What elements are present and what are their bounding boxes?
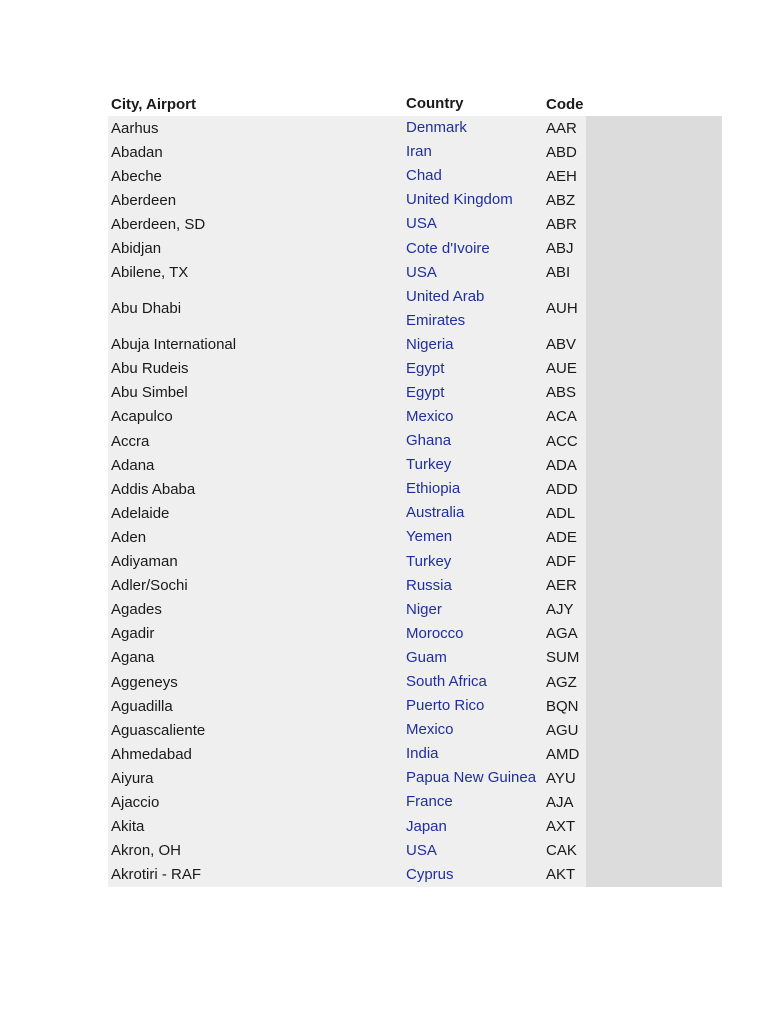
table-row [108, 598, 722, 622]
table-row [108, 742, 722, 766]
header-code: Code [546, 95, 584, 113]
city-cell: Abilene, TX [108, 261, 403, 285]
table-row [108, 790, 722, 814]
extra-cell [586, 188, 722, 212]
code-cell: AMD [543, 742, 586, 766]
country-cell[interactable]: South Africa [403, 670, 543, 694]
country-cell[interactable]: United Arab Emirates [403, 285, 543, 333]
extra-cell [586, 116, 722, 140]
extra-cell [586, 790, 722, 814]
extra-cell [586, 525, 722, 549]
code-cell: AGZ [543, 670, 586, 694]
table-row [108, 622, 722, 646]
city-cell: Abu Dhabi [108, 285, 403, 333]
country-cell[interactable]: United Kingdom [403, 188, 543, 212]
country-cell[interactable]: Iran [403, 140, 543, 164]
city-cell: Akita [108, 815, 403, 839]
table-row [108, 212, 722, 236]
extra-cell [586, 839, 722, 863]
extra-cell [586, 212, 722, 236]
country-cell[interactable]: Mexico [403, 718, 543, 742]
city-cell: Akrotiri - RAF [108, 863, 403, 887]
code-cell: AJY [543, 598, 586, 622]
country-cell[interactable]: Australia [403, 501, 543, 525]
code-cell: ADF [543, 550, 586, 574]
city-cell: Abidjan [108, 236, 403, 260]
table-row [108, 839, 722, 863]
code-cell: ABI [543, 261, 586, 285]
country-cell[interactable]: India [403, 742, 543, 766]
table-row [108, 453, 722, 477]
code-cell: ADD [543, 477, 586, 501]
city-cell: Abuja International [108, 333, 403, 357]
city-cell: Agades [108, 598, 403, 622]
city-cell: Adiyaman [108, 550, 403, 574]
country-cell[interactable]: Yemen [403, 525, 543, 549]
city-cell: Agadir [108, 622, 403, 646]
city-cell: Aguascaliente [108, 718, 403, 742]
extra-cell [586, 357, 722, 381]
country-cell[interactable]: Denmark [403, 116, 543, 140]
extra-cell [586, 742, 722, 766]
extra-cell [586, 815, 722, 839]
city-cell: Ajaccio [108, 790, 403, 814]
code-cell: AYU [543, 766, 586, 790]
country-cell[interactable]: Papua New Guinea [403, 766, 543, 790]
country-cell[interactable]: Puerto Rico [403, 694, 543, 718]
table-row [108, 670, 722, 694]
table-row [108, 140, 722, 164]
airport-table [108, 92, 722, 887]
city-cell: Abu Rudeis [108, 357, 403, 381]
country-cell[interactable]: Niger [403, 598, 543, 622]
city-cell: Addis Ababa [108, 477, 403, 501]
city-cell: Accra [108, 429, 403, 453]
code-cell: AAR [543, 116, 586, 140]
city-cell: Abadan [108, 140, 403, 164]
city-cell: Acapulco [108, 405, 403, 429]
city-cell: Aggeneys [108, 670, 403, 694]
table-row [108, 501, 722, 525]
code-cell: AUE [543, 357, 586, 381]
extra-cell [586, 477, 722, 501]
city-cell: Aberdeen [108, 188, 403, 212]
extra-cell [586, 381, 722, 405]
country-cell[interactable]: USA [403, 839, 543, 863]
city-cell: Adana [108, 453, 403, 477]
extra-cell [586, 574, 722, 598]
code-cell: AGA [543, 622, 586, 646]
code-cell: ACA [543, 405, 586, 429]
table-row [108, 188, 722, 212]
city-cell: Adler/Sochi [108, 574, 403, 598]
city-cell: Aberdeen, SD [108, 212, 403, 236]
table-row [108, 261, 722, 285]
country-cell[interactable]: Egypt [403, 357, 543, 381]
table-row [108, 718, 722, 742]
table-header [108, 92, 722, 116]
code-cell: AXT [543, 815, 586, 839]
code-cell: ABJ [543, 236, 586, 260]
code-cell: SUM [543, 646, 586, 670]
code-cell: ABZ [543, 188, 586, 212]
code-cell: ABS [543, 381, 586, 405]
country-cell[interactable]: Turkey [403, 453, 543, 477]
table-row [108, 357, 722, 381]
country-cell[interactable]: Ghana [403, 429, 543, 453]
table-row [108, 477, 722, 501]
table-row [108, 646, 722, 670]
code-cell: BQN [543, 694, 586, 718]
country-cell[interactable]: Mexico [403, 405, 543, 429]
table-row [108, 525, 722, 549]
table-row [108, 574, 722, 598]
country-cell[interactable]: Japan [403, 815, 543, 839]
code-cell: CAK [543, 839, 586, 863]
extra-cell [586, 670, 722, 694]
table-row [108, 429, 722, 453]
code-cell: AUH [543, 285, 586, 333]
city-cell: Adelaide [108, 501, 403, 525]
code-cell: ADL [543, 501, 586, 525]
extra-cell [586, 646, 722, 670]
extra-cell [586, 863, 722, 887]
code-cell: ADA [543, 453, 586, 477]
table-row [108, 236, 722, 260]
extra-cell [586, 598, 722, 622]
table-row [108, 405, 722, 429]
code-cell: ADE [543, 525, 586, 549]
table-row [108, 116, 722, 140]
country-cell[interactable]: Turkey [403, 550, 543, 574]
country-cell[interactable]: Chad [403, 164, 543, 188]
table-row [108, 550, 722, 574]
city-cell: Aguadilla [108, 694, 403, 718]
extra-cell [586, 694, 722, 718]
table-row [108, 285, 722, 333]
country-cell[interactable]: Guam [403, 646, 543, 670]
code-cell: AEH [543, 164, 586, 188]
code-cell: ACC [543, 429, 586, 453]
header-country: Country [406, 95, 464, 112]
code-cell: ABV [543, 333, 586, 357]
table-row [108, 694, 722, 718]
extra-cell [586, 766, 722, 790]
table-row [108, 381, 722, 405]
extra-cell [586, 405, 722, 429]
table-row [108, 333, 722, 357]
city-cell: Abeche [108, 164, 403, 188]
code-cell: AGU [543, 718, 586, 742]
code-cell: ABD [543, 140, 586, 164]
extra-cell [586, 140, 722, 164]
code-cell: AJA [543, 790, 586, 814]
city-cell: Aarhus [108, 116, 403, 140]
city-cell: Aiyura [108, 766, 403, 790]
extra-cell [586, 718, 722, 742]
code-cell: AKT [543, 863, 586, 887]
code-cell: AER [543, 574, 586, 598]
extra-cell [586, 429, 722, 453]
country-cell[interactable]: France [403, 790, 543, 814]
city-cell: Akron, OH [108, 839, 403, 863]
table-row [108, 766, 722, 790]
country-cell[interactable]: Cyprus [403, 863, 543, 887]
country-cell[interactable]: USA [403, 212, 543, 236]
extra-cell [586, 550, 722, 574]
extra-cell [586, 164, 722, 188]
header-city: City, Airport [111, 95, 196, 113]
country-cell[interactable]: Cote d'Ivoire [403, 236, 543, 260]
table-row [108, 863, 722, 887]
city-cell: Ahmedabad [108, 742, 403, 766]
country-cell[interactable]: Russia [403, 574, 543, 598]
city-cell: Abu Simbel [108, 381, 403, 405]
country-cell[interactable]: Nigeria [403, 333, 543, 357]
extra-cell [586, 333, 722, 357]
extra-cell [586, 285, 722, 333]
country-cell[interactable]: Egypt [403, 381, 543, 405]
country-cell[interactable]: USA [403, 261, 543, 285]
country-cell[interactable]: Ethiopia [403, 477, 543, 501]
country-cell[interactable]: Morocco [403, 622, 543, 646]
extra-cell [586, 501, 722, 525]
table-body [108, 116, 722, 887]
city-cell: Agana [108, 646, 403, 670]
extra-cell [586, 622, 722, 646]
extra-cell [586, 453, 722, 477]
code-cell: ABR [543, 212, 586, 236]
table-row [108, 164, 722, 188]
extra-cell [586, 261, 722, 285]
city-cell: Aden [108, 525, 403, 549]
table-row [108, 815, 722, 839]
header-spacer [586, 92, 722, 116]
extra-cell [586, 236, 722, 260]
